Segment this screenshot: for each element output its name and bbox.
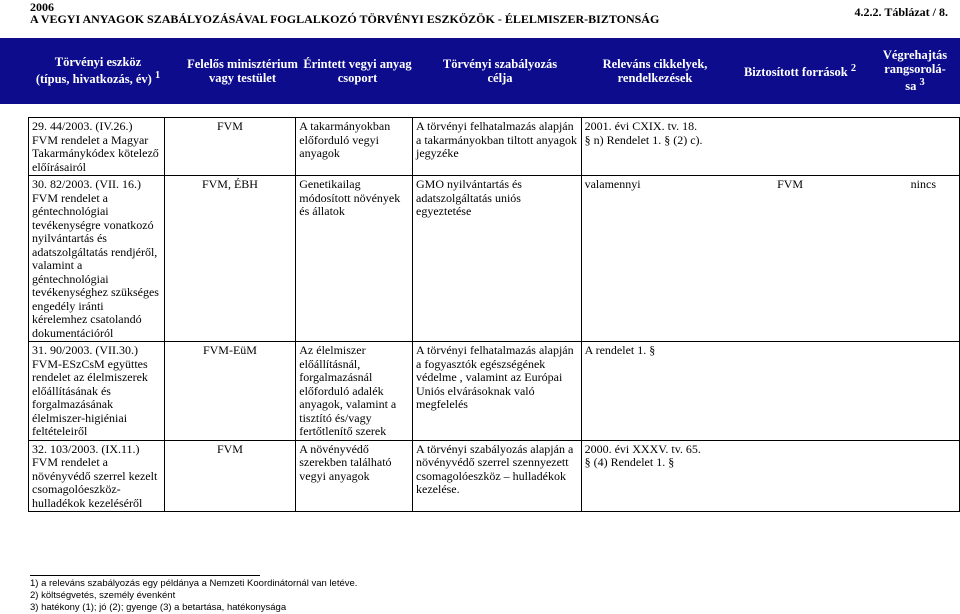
col-header-ministry: Felelős minisztérium vagy testület xyxy=(187,57,298,85)
cell-ministry: FVM, ÉBH xyxy=(164,176,296,342)
footnote-1: 1) a releváns szabályozás egy példánya a Nemzeti Koordinátornál van letéve. xyxy=(30,578,358,589)
cell-chemical: Az élelmiszer előállításnál, forgalmazásnál előforduló adalék anyagok, valamint a tisztító és/vagy fertőtlenítő szerek xyxy=(296,342,413,441)
cell-purpose: GMO nyilvántartás és adatszolgáltatás uniós egyeztetése xyxy=(413,176,582,342)
col-header-purpose: Törvényi szabályozás célja xyxy=(442,57,558,85)
cell-purpose: A törvényi szabályozás alapján a növényvédő szerrel szennyezett csomagolóeszköz – hulladékok kezelése. xyxy=(413,440,582,512)
cell-instrument: 32. 103/2003. (IX.11.) FVM rendelet a növényvédő szerrel kezelt csomagolóeszköz-hulladékok kezeléséről xyxy=(29,440,165,512)
cell-ministry: FVM-EüM xyxy=(164,342,296,441)
document-year: 2006 xyxy=(30,0,54,14)
cell-purpose: A törvényi felhatalmazás alapján a fogyasztók egészségének védelme , valamint az Európai Uniós elvárásoknak való megfelelés xyxy=(413,342,582,441)
cell-articles: 2001. évi CXIX. tv. 18. § n) Rendelet 1. § (2) c). xyxy=(581,118,959,176)
col-header-resources: Biztosított források $^2$ xyxy=(743,63,857,80)
cell-chemical: A növényvédő szerekben található vegyi anyagok xyxy=(296,440,413,512)
cell-ministry: FVM xyxy=(164,118,296,176)
cell-instrument: 31. 90/2003. (VII.30.) FVM-ESzCsM együttes rendelet az élelmiszerek előállításának és forgalmazásának élelmiszer-higiéniai feltételeiről xyxy=(29,342,165,441)
cell-instrument: 29. 44/2003. (IV.26.) FVM rendelet a Magyar Takarmánykódex kötelező előírásairól xyxy=(29,118,165,176)
table-row xyxy=(29,342,960,441)
cell-instrument: 30. 82/2003. (VII. 16.) FVM rendelet a géntechnológiai tevékenységre vonatkozó nyilvántartás és adatszolgáltatás rendjéről, valamint a géntechnológiai tevékenységhez szükséges engedély iránti kérelemhez csatolandó dokumentációról xyxy=(29,176,165,342)
regulation-table xyxy=(28,117,960,512)
cell-articles: 2000. évi XXXV. tv. 65. § (4) Rendelet 1. § xyxy=(581,440,959,512)
table-row xyxy=(29,440,960,512)
col-header-chemical: Érintett vegyi anyag csoport xyxy=(303,57,412,85)
cell-purpose: A törvényi felhatalmazás alapján a takarmányokban tiltott anyagok jegyzéke xyxy=(413,118,582,176)
col-header-instrument: Törvényi eszköz (típus, hivatkozás, év) $^1$ xyxy=(35,55,161,87)
column-header-band xyxy=(0,38,960,104)
table-row xyxy=(29,176,960,342)
document-title: A VEGYI ANYAGOK SZABÁLYOZÁSÁVAL FOGLALKOZÓ TÖRVÉNYI ESZKÖZÖK - ÉLELMISZER-BIZTONSÁG xyxy=(30,12,660,26)
table-reference: 4.2.2. Táblázat / 8. xyxy=(854,5,948,19)
footnote-3: 3) hatékony (1); jó (2); gyenge (3) a betartása, hatékonysága xyxy=(30,602,287,613)
cell-articles: A rendelet 1. § xyxy=(581,342,959,441)
footnote-separator xyxy=(30,575,260,576)
cell-chemical: A takarmányokban előforduló vegyi anyagok xyxy=(296,118,413,176)
col-header-articles: Releváns cikkelyek, rendelkezések xyxy=(602,57,708,85)
cell-ministry: FVM xyxy=(164,440,296,512)
col-header-priority: Végrehajtás rangsorolá- sa $^3$ xyxy=(882,48,948,94)
cell-articles: valamennyi FVM nincs xyxy=(581,176,959,342)
footnote-2: 2) költségvetés, személy évenként xyxy=(30,590,176,601)
table-row xyxy=(29,118,960,176)
cell-chemical: Genetikailag módosított növények és állatok xyxy=(296,176,413,342)
